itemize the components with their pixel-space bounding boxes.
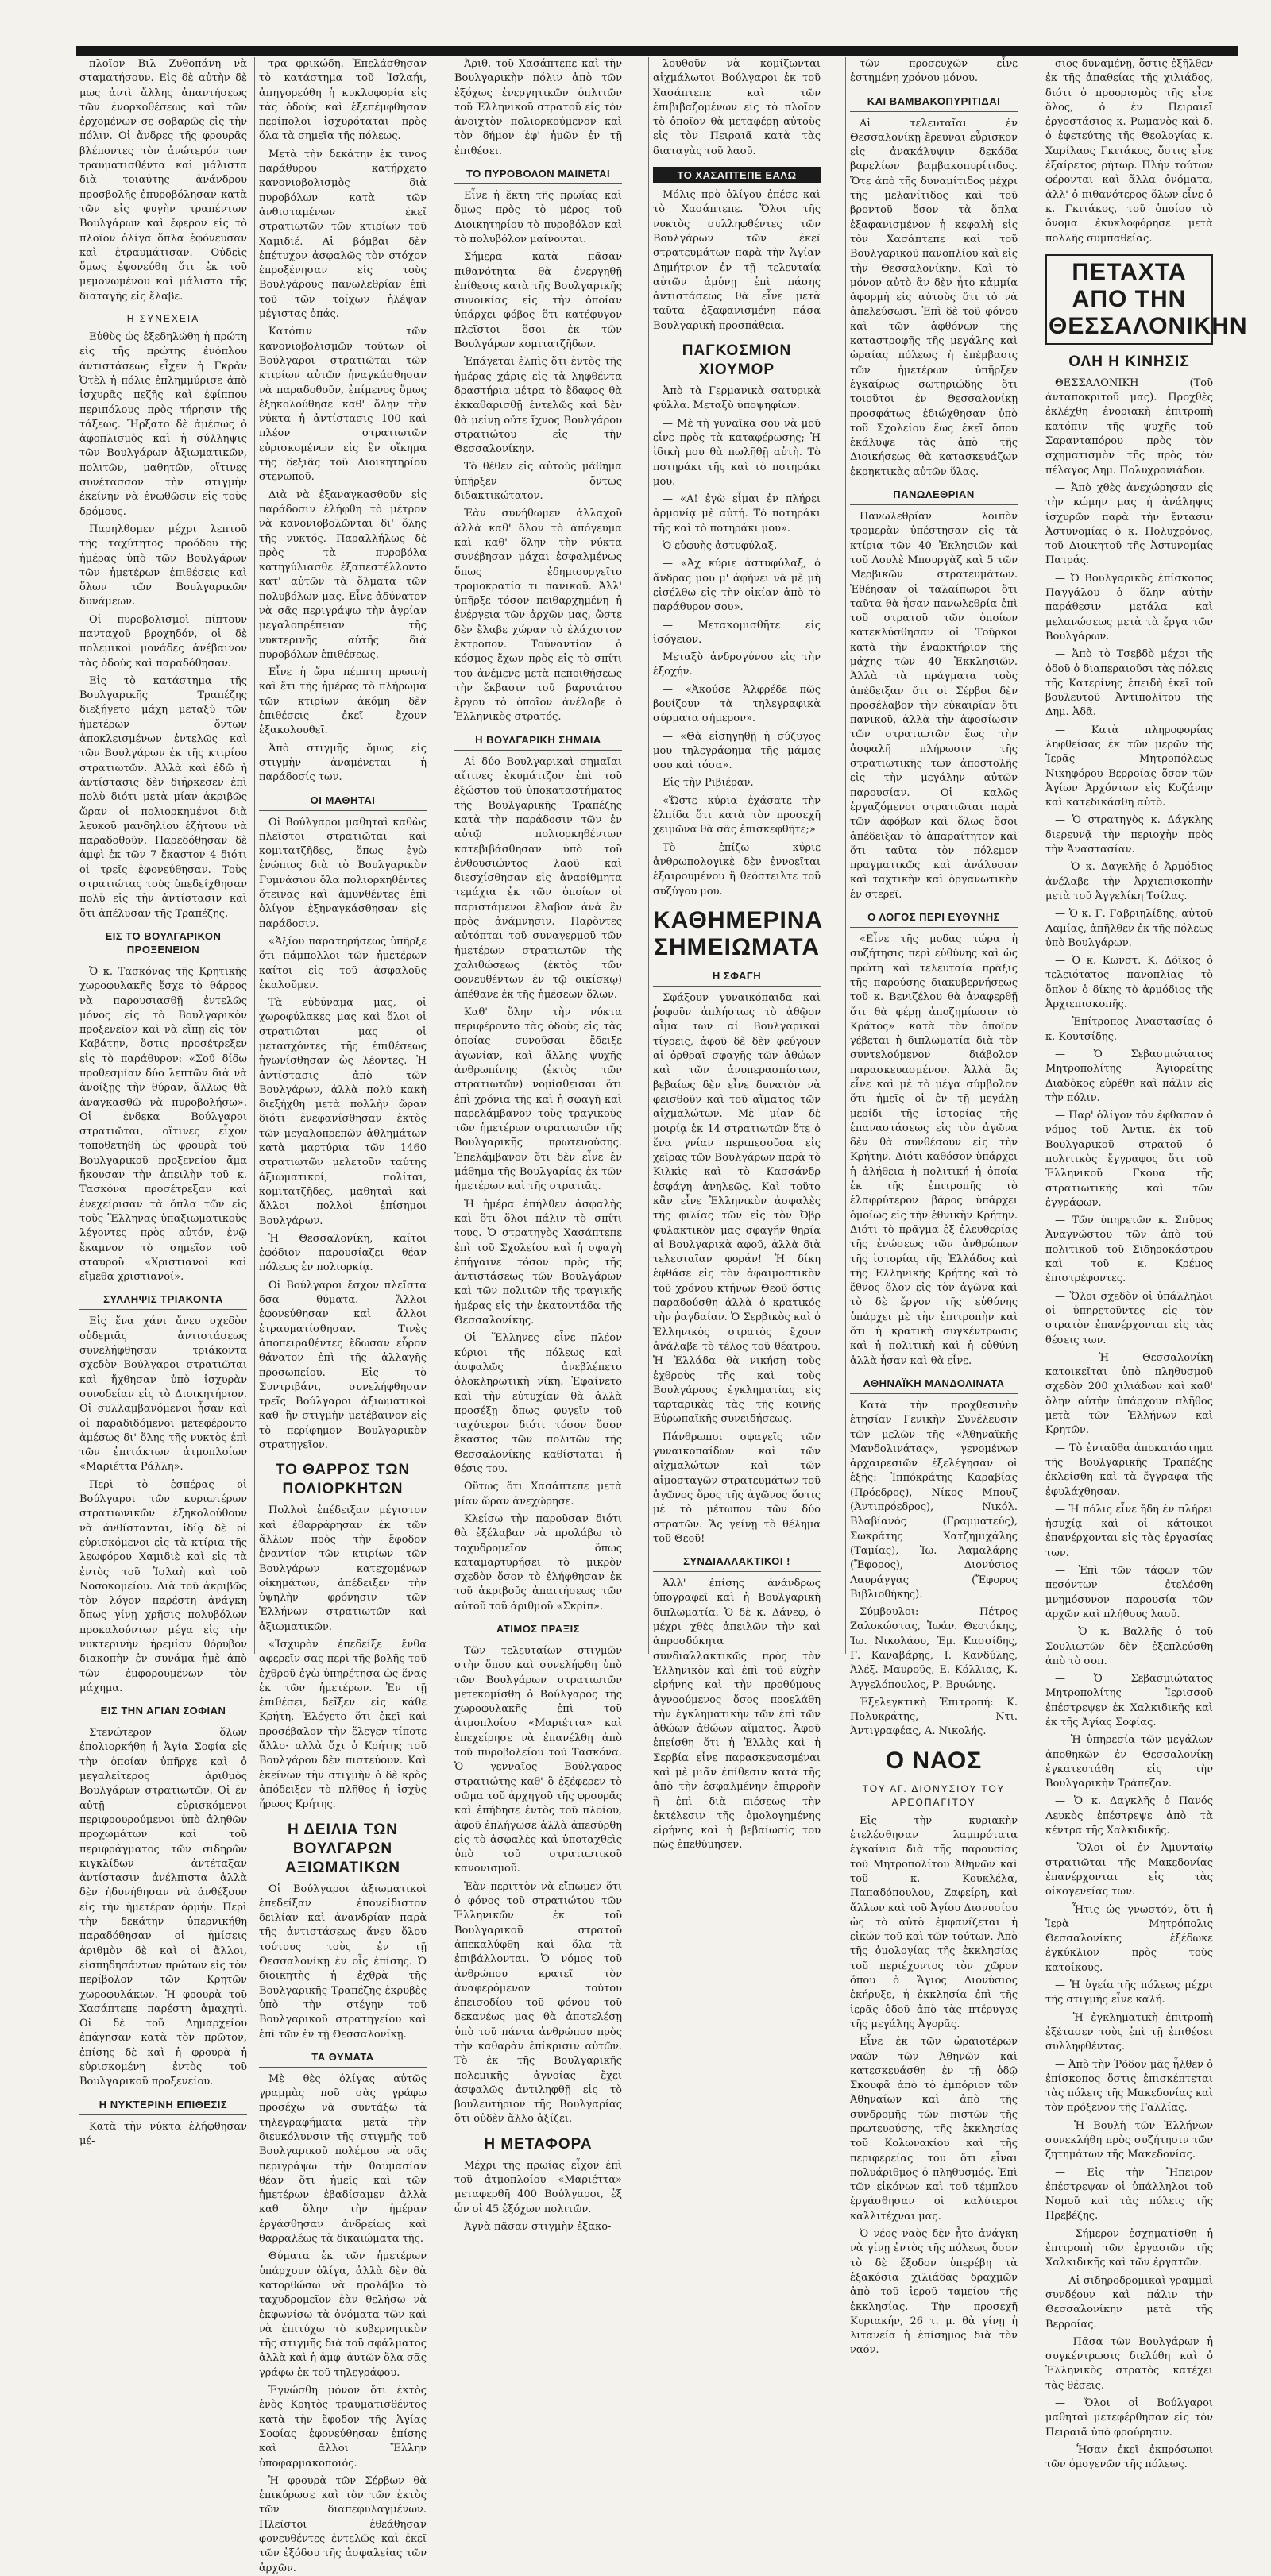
- article-paragraph: Καθ' ὅλην τὴν νύκτα περιφέροντο τὰς ὁδοὺς εἰς τὰς ὁποίας συνοῦσαι ἔδειξε ἀγωνίαν, καὶ ἄλλης ψυχῆς ἀνθρωπίνης (ἐκτὸς τῶν στρατιωτῶν) νομίσθεισαι ὅτι ἐπὶ χρόνια τῆς καὶ ἡ σφαγὴ καὶ παρελάμβανον τοὺς τραγικοὺς τῶν ἡμετέρων στρατιωτῶν τῆς Βουλγαρικῆς πρωτευούσης. Ἐπελάμβανον ὅτι δὲν εἶνε ἐν μάθημα τῆς Βουλγαρίας ἐκ τῶν ἡμετέρων καὶ τῆς στρατιᾶς.: [454, 1006, 622, 1193]
- article-heading: Ο ΝΑΟΣ: [885, 1747, 983, 1774]
- article-paragraph: Ἀλλ' ἐπίσης ἀνάνδρως ὑπογραφεῖ καὶ ἡ Βουλγαρικὴ διπλωματία. Ὁ δὲ κ. Δάνεφ, ὁ μέχρι χθὲς ἀπειλῶν τὴν καὶ ἀπροσδόκητα συνδιαλλακτικῶς πρὸς τὸν Ἑλληνικὸν καὶ ἐπὶ τοῦ εὐχὴν εἰρήνης καὶ τὴν προθύμους ἁγνοούμενος ὅσος προελάθη τὴν ἐγκληματικὴν τῶν ἐπὶ τῶν ἀθώων ἀθώων αἵματος. Ἀφοῦ ἐπείσθη ὅτι ἡ Ἑλλὰς καὶ ἡ Σερβία εἶνε παρασκευασμέναι καὶ μὲ μιᾶν ἐπίθεσιν κατὰ τῆς ἀπὸ τὴν ἐσφαλμένην ἐπιρροὴν ἢ ἐπὶ διὰ πιέσεως τὴν ἐκτέλεσιν τῆς ὁμολογημένης εἰρήνης καὶ ἡ βεβαίωσίς του πὼς ἐπεθύμησεν.: [653, 1578, 821, 1852]
- article-paragraph: — «Α! ἐγὼ εἶμαι ἐν πλήρει ἁρμονίᾳ μὲ αὐτή. Τὸ ποτηράκι τῆς καὶ τὸ ποτηράκι μου».: [653, 493, 821, 535]
- article-heading: ΠΑΓΚΟΣΜΙΟΝ ΧΙΟΥΜΟΡ: [682, 342, 792, 379]
- article-paragraph: — Ἦτις ὡς γνωστόν, ὅτι ἡ Ἱερὰ Μητρόπολις Θεσσαλονίκης ἐξέδωκε ἐγκύκλιον πρὸς τοὺς κατοίκους.: [1045, 1903, 1213, 1974]
- article-paragraph: Εὐθὺς ὡς ἐξεδηλώθη ἡ πρώτη εἰς τῆς πρώτης ἐνόπλου ἀντιστάσεως εἶχεν ἡ Γκρὰν Ὀτὲλ ἡ πόλις ἐπλημμύρισε ἀπὸ ἰσχυρᾶς πεζῆς καὶ ἐφίππου περιπόλους πρὸς τήρησιν τῆς τάξεως. Ἤρξατο δὲ ἀμέσως ὁ ἀφοπλισμὸς καὶ ἡ σύλληψις τῶν Βουλγάρων ἀξιωματικῶν, πολιτῶν, μαθητῶν, οἵτινες συνέτασσον τὴν στιγμὴν ἐκείνην νὰ ἐνωθῶσιν εἰς τοὺς δρόμους.: [79, 331, 247, 518]
- article-paragraph: Τὸ θέθεν εἰς αὐτοὺς μάθημα ὑπῆρξεν ὄντως διδακτικώτατον.: [454, 461, 622, 503]
- article-heading: Η ΣΦΑΓΗ: [653, 969, 821, 987]
- column-6: [1042, 57, 1248, 2471]
- article-paragraph: πλοῖον Βιλ Ζυθοπάνη νὰ σταματήσουν. Εἰς δὲ αὐτὴν δὲ μως ἀντὶ ἄλλης ἀπαντήσεως τῶν ἐνορκοθέσεως καὶ τῶν ἐρχομένων σε σοβαρῶς εἰς τὴν πόλιν. Οἱ ἄνδρες τῆς φρουρᾶς βλέποντες τὸν ἀνώτερόν των τραυματισθέντα καὶ μάλιστα διὰ τοιαύτης ἀνάνδρου προσβολῆς ἐπυροβόλησαν κατὰ τῶν εἰς φυγὴν τραπέντων Βουλγάρων καὶ ἔφερον εἰς τὸ πλοῖον ὀλίγα ὅπλα ἐφόνευσαν καὶ ἐτραυμάτισαν. Οὐδεὶς ὅμως ἐφονεύθη ὅτι ἐκ τοῦ μεμονωμένου καὶ μάλιστα τῆς διαταγῆς εἰς ἔλαβε.: [79, 58, 247, 303]
- article-heading: ΤΟ ΠΥΡΟΒΟΛΟΝ ΜΑΙΝΕΤΑΙ: [454, 167, 622, 184]
- article-paragraph: λουθοῦν νὰ κομίζωνται αἰχμάλωτοι Βούλγαροι ἐκ τοῦ Χασάπτεπε καὶ τῶν ἐπιβιβαζομένων εἰς τὸ πλοῖον τὸ ὁποῖον θὰ μεταφέρῃ αὐτοὺς εἰς τὸν Πειραιᾶ κατὰ τὰς διαταγὰς τοῦ λαοῦ.: [653, 58, 821, 157]
- article-paragraph: Ἐπάγεται ἐλπὶς ὅτι ἐντὸς τῆς ἡμέρας χάρις εἰς τὰ ληφθέντα δραστήρια μέτρα τὸ ἔδαφος θὰ ἐκκαθαρισθῇ ἐντελῶς καὶ δὲν θὰ μείνῃ οὔτε ἴχνος Βουλγάρου στρατιώτου εἰς τὴν Θεσσαλονίκην.: [454, 356, 622, 456]
- article-paragraph: Ὁ κ. Τασκόνας τῆς Κρητικῆς χωροφυλακῆς ἔσχε τὸ θάρρος νὰ παρουσιασθῇ ἐντελῶς μόνος εἰς τὸ Βουλγαρικὸν προξενεῖον καὶ νὰ εἴπῃ εἰς τὸν Καβάτην, ὅστις προσέτρεξεν εἰς τὸ παράθυρον: «Σοῦ δίδω προθεσμίαν δύο λεπτῶν διὰ νὰ ἀνοίξῃς τὴν θύραν, ἄλλως θὰ ἀναγκασθῶ νὰ πυροβολήσω». Οἱ ἐνδεκα Βούλγαροι στρατιῶται, οἵτινες εἶχον τοποθετηθῆ ὡς φρουρὰ τοῦ Βουλγαρικοῦ προξενείου ἄμα ἤκουσαν τὴν ἀπειλὴν τοῦ κ. Τασκόνα προσέτρεξαν καὶ ἐνεχείρισαν τὰ ὅπλα τῶν εἰς τοὺς Ἕλληνας ὑπαξιωματικοὺς λέγοντες πρὸς αὐτόν, ἐνῷ ἔκαμνον τὸ σημεῖον τοῦ σταυροῦ «Χριστιανοὶ καὶ εἴμεθα χριστιανοί».: [79, 965, 247, 1284]
- article-paragraph: Περὶ τὸ ἑσπέρας οἱ Βούλγαροι τῶν κυριωτέρων στρατιωνικῶν ἐξηκολούθουν νὰ ἀνθίστανται, ἰδίᾳ δὲ οἱ εὑρισκόμενοι εἰς τὰ κτίρια τῆς λεωφόρου Χαμιδιὲ καὶ εἰς τὰ ἐντὸς τοῦ Ἰσλαὴ καὶ τοῦ Νοσοκομείου. Διὰ τοῦ ἀκριβῶς τὸν λόγον παρέστη ἀνάγκη ὅπως γίνῃ χρῆσις πολυβόλων προκαλούντων μέγα εἰς τὴν νυκτερινὴν ἠρεμίαν θόρυβον διακοπὴν ἐν συνάμα ἡμὲ ἀπὸ τῶν ἐμφορουμένων τὸν μάχημα.: [79, 1478, 247, 1694]
- article-paragraph: Οἱ Βούλγαροι ἔσχον πλεῖστα δσα θύματα. Ἄλλοι ἐφονεύθησαν καὶ ἄλλοι ἐτραυματίσθησαν. Τινὲς ἀποπειραθέντες ἔδωσαν εὗρον θάνατον ἐπὶ τῆς ἀλλαγῆς προσωπείου. Εἰς τὸ Συντριβάνι, συνελήφθησαν τρεῖς Βούλγαροι ἀξιωματικοὶ καθ' ἣν στιγμὴν μετέβαινον εἰς τὸ περίφημον Βουλγαρικὸν στρατηγεῖον.: [259, 1279, 427, 1452]
- article-paragraph: — Ἡ ὑγεία τῆς πόλεως μέχρι τῆς στιγμῆς εἶνε καλή.: [1045, 1979, 1213, 2006]
- article-paragraph: Οἱ Ἕλληνες εἶνε πλέον κύριοι τῆς πόλεως καὶ ἀσφαλῶς ἀνεβλέπετο ὁλοκληρωτικὴ νίκη. Ἐφαίνετο καὶ τὴν εὐτυχίαν θὰ ἀλλὰ προσέξῃ ὅπως φυγεῖν τοῦ ταχύτερον διότι τόσον ὅσον ἔκαστος τῶν πολιτῶν τῆς Θεσσαλονίκης καθίσταται ἡ θέσις του.: [454, 1332, 622, 1476]
- article-paragraph: Ὁ εὐφυὴς ἀστυφύλαξ.: [663, 540, 778, 553]
- article-paragraph: Μὲ θὲς ὀλίγας αὐτῶς γραμμὰς ποῦ σὰς γράφω προσέχω νὰ συντάξω τὰ τηλεγραφήματα μετὰ τὴν διευκόλυνσιν τῆς στιγμῆς τοῦ Βουλγαρικοῦ πολέμου νὰ σᾶς περιγράψω τὴν θαυμασίαν θέαν ὅτι ἡμεῖς καὶ τῶν ἡμετέρων ἐβαδίσαμεν ἀλλὰ καθ' ὅλην τὴν ἡμέραν ἐργάσθησαν ἀνδρείως καὶ θαρραλέως τὰ δικαιώματα τῆς.: [259, 2072, 427, 2246]
- masthead-rule: [76, 46, 1238, 56]
- article-paragraph: Ἡ ἡμέρα ἐπήλθεν ἀσφαλὴς καὶ ὅτι ὅλοι πάλιν τὸ σπίτι τους. Ὁ στρατηγὸς Χασάπτεπε ἐπὶ τοῦ Σχολείου καὶ ἡ σφαγὴ ἐπήγαινε τόσον πρὸς τῆς ἀντιστάσεως τῶν Βουλγάρων καὶ τῶν πολιτῶν τῆς τραγικῆς ἡμέρας εἰς τὴν ἑκατοντάδα τῆς Θεσσαλονίκης.: [454, 1198, 622, 1327]
- article-heading: Η ΝΥΚΤΕΡΙΝΗ ΕΠΙΘΕΣΙΣ: [79, 2098, 247, 2115]
- article-paragraph: — Κατὰ πληροφορίας ληφθείσας ἐκ τῶν μερῶν τῆς Ἱερᾶς Μητροπόλεως Νικηφόρου Βερροίας ὅσον τῶν Ἀγίων Ἀρχόντων εἰς Κοζάνην καὶ κατεδικάσθη αὐτὸ.: [1045, 724, 1213, 809]
- article-paragraph: «Ὥστε κύρια ἐχάσατε τὴν ἐλπίδα ὅτι κατὰ τὸν προσεχῆ χειμῶνα θὰ σᾶς ἐπισκεφθῆτε;»: [653, 794, 821, 836]
- article-paragraph: Πάνθρωποι σφαγεῖς τῶν γυναικοπαίδων καὶ τῶν αἰχμαλώτων καὶ τῶν αἱμοσταγῶν στρατευμάτων τοῦ ἀγῶνος ὅρος τῆς ἀγῶνος ὅστις μὲ τὸ μέτωπον τῶν δύο στρατῶν. Ἄς γείνῃ τὸ θέλημα τοῦ Θεοῦ!: [653, 1431, 821, 1545]
- article-paragraph: — Ὁ στρατηγὸς κ. Δάγκλης διερευνᾷ τὴν περιοχὴν πρὸς τὴν Ἀναστασίαν.: [1045, 814, 1213, 856]
- article-paragraph: — Ὁ Σεβασμιώτατος Μητροπολίτης Ἁγιορείτης Διαδὸκος εὑρέθη καὶ πάλιν εἰς τὴν πόλιν.: [1045, 1048, 1213, 1104]
- article-paragraph: Ὁ νέος ναὸς δὲν ἦτο ἀνάγκη νὰ γίνῃ ἐντὸς τῆς πόλεως ὅσον τὸ δὲ ἔξοδον ὑπερέβη τὰ ἐξακόσια χιλιάδας δραχμῶν ἀπὸ τοῦ ἱεροῦ ταμείου τῆς ἐκκλησίας. Τὴν προσεχῆ Κυριακήν, 26 τ. μ. θὰ γίνῃ ἡ λιτανεία ἡ ἐπίσημος διὰ τὸν ναόν.: [850, 2228, 1018, 2357]
- article-paragraph: — Ἀπὸ τὸ Τσεβδὸ μέχρι τῆς ὁδοῦ ὁ διαπεραιοῦσι τὰς πόλεις τῆς Κατερίνης ἐπειδὴ ἐκεῖ τοῦ βουλευτοῦ Ἀντιπολίτου τῆς Δημ. Ἀδᾶ.: [1045, 648, 1213, 719]
- article-paragraph: — Ὁ κ. Κωνστ. Κ. Δόϊκος ὁ τελειότατος πανοπλίας τὸ ὅπλον ὁ δίκης τὸ ἀρμόδιος τῆς Ἀρχιεπισκοπῆς.: [1045, 955, 1213, 1011]
- article-paragraph: Στενώτερον ὅλων ἐπολιορκήθη ἡ Ἁγία Σοφία εἰς τὴν ὁποίαν ὑπῆρχε καὶ ὁ μεγαλείτερος ἀριθμὸς Βουλγάρων στρατιωτῶν. Οἱ ἐν αὐτῇ εὑρισκόμενοι περιφρουρούμενοι ὑπὸ ἀληθῶν προχωμάτων καὶ τοῦ περιφράγματος τῶν σιδηρῶν κιγκλίδων ἀντέταξαν ἀντίστασιν ἀνέλπιστα ἀλλὰ δὲν ἠδυνήθησαν νὰ ἀνθέξουν εἰς τὴν ἡμετέραν ὁρμήν. Περὶ τὴν δεκάτην ὑπερνικήθη παραδόθησαν οἱ ἡμίσεις ἀριθμὸν δὲ καὶ οἱ ἄλλοι, εἰσπηδησάντων πρώτων εἰς τὸν περίβολον τῶν Κρητῶν χωροφυλάκων. Ἡ φρουρὰ τοῦ Χασάπτεπε παρέστη ἀμαχητὶ. Οἱ δὲ τοῦ Δημαρχείου ἐπάγησαν κατὰ τὸν πρῶτον, ἐπίσης δὲ καὶ ἡ φρουρὰ ἡ εὑρισκομένη ἐντὸς τοῦ Βουλγαρικοῦ προξενείου.: [79, 1727, 247, 2088]
- article-paragraph: Σήμερα κατὰ πᾶσαν πιθανότητα θὰ ἐνεργηθῇ ἐπίθεσις κατὰ τῆς Βουλγαρικῆς συνοικίας εἰς τὴν ὁποίαν ὑπάρχει φόβος ὅτι κατέφυγον πλεῖστοι ὅσοι ἐκ τῶν Βουλγάρων κομιτατζῆδων.: [454, 251, 622, 351]
- article-heading: ΕΙΣ ΤΗΝ ΑΓΙΑΝ ΣΟΦΙΑΝ: [79, 1704, 247, 1721]
- article-paragraph: Οἱ Βούλγαροι ἀξιωματικοὶ ἐπεδείξαν ἐπονείδιστον δειλίαν καὶ ἀνανδρίαν παρὰ τῆς ἀντιστάσεως ἄνευ ὅλου τούτους τοὺς ἐν τῇ Θεσσαλονίκῃ ἐν οἷς ἐπίσης. Ὁ διοικητὴς ἡ ἐχθρὰ τῆς Βουλγαρικῆς Τραπέζης ἐκρυβὲς ὑπὸ τὴν στέγην τοῦ Βουλγαρικοῦ στρατηγείου καὶ ἐπὶ τῶν ἐν τῇ Θεσσαλονίκῃ.: [259, 1883, 427, 2041]
- article-paragraph: Διὰ νὰ ἐξαναγκασθοῦν εἰς παράδοσιν ἐλήφθη τὸ μέτρον νὰ κανονιοβολῶνται δι' ὅλης τῆς νυκτός. Παραλλήλως δὲ πρὸς τὰ πυροβόλα κατηγύλιασθε ἐξαπεστέλλοντο κατ' αὐτῶν τὰ ὅλματα τῶν πολυβόλων μας. Εἶνε ἀδύνατον νὰ σᾶς περιγράψω τὴν ἀγρίαν μεγαλοπρέπειαν τῆς νυκτερινῆς αὐτῆς διὰ πυροβόλων ἐπιθέσεως.: [259, 489, 427, 661]
- article-paragraph: — Ἡ ὑπηρεσία τῶν μεγάλων ἀποθηκῶν ἐν Θεσσαλονίκῃ ἐγκατεστάθη εἰς τὴν Βουλγαρικὴν Τράπεζαν.: [1045, 1734, 1213, 1790]
- article-paragraph: — Μετακομισθῆτε εἰς ἰσόγειον.: [653, 619, 821, 646]
- article-paragraph: Εἰς τὸ κατάστημα τῆς Βουλγαρικῆς Τραπέζης διεξήγετο μάχη μεταξὺ τῶν ἡμετέρων ὄντων ἀποκλεισμένων ἐντελῶς καὶ τῶν Βουλγάρων ἐκ τῆς κτιρίου στρατιωτῶν. Ἀλλὰ καὶ ἐδῶ ἡ ἀντίστασις δὲν διήρκεσεν ἐπὶ πολὺ διότι μετὰ μίαν ἀκριβῶς ὥραν οἱ πολιορκημένοι διὰ λευκοῦ μανδηλίου ἐζήτουν νὰ παραδοθοῦν. Παρεδόθησαν δὲ ἀμφὶ ἐκ τῶν 7 ἕκαστον 4 διότι οἱ τρεῖς ἐφονεύθησαν. Τοὺς στρατιώτας τοὺς ὑπεδείχθησαν πολὺ εἰς τὴν ἀντίστασιν καὶ ὅτι ἀπέλυσαν τῆς Τραπέζης.: [79, 674, 247, 920]
- article-paragraph: τρα φρικώδη. Ἐπελάσθησαν τὸ κατάστημα τοῦ Ἰσλαήι, ἀπηγορεύθη ἡ κυκλοφορία εἰς τὰς ὁδοὺς καὶ ἐξεπέμφθησαν περίπολοι ἰσχυρόταται πρὸς ὅλα τὰ σημεῖα τῆς πόλεως.: [259, 58, 427, 143]
- article-paragraph: — Ὁ κ. Δαγκλῆς ὁ Πανός Λευκὸς ἐπέστρεψε ἀπὸ τὰ κέντρα τῆς Χαλκιδικῆς.: [1045, 1795, 1213, 1837]
- article-heading: ΚΑΙ ΒΑΜΒΑΚΟΠΥΡΙΤΙΔΑΙ: [850, 95, 1018, 112]
- article-paragraph: Ἐγνώσθη μόνον ὅτι ἐκτὸς ἑνὸς Κρητὸς τραυματισθέντος κατὰ τὴν ἔφοδον τῆς Ἁγίας Σοφίας ἐφονεύθησαν ἐπίσης καὶ ἄλλοι Ἕλλην ὑποφαρμακοποιός.: [259, 2385, 427, 2470]
- article-paragraph: Μέχρι τῆς πρωίας εἶχον ἐπὶ τοῦ ἀτμοπλοίου «Μαριέττα» μεταφερθῆ 400 Βούλγαροι, ἐξ ὧν οἱ 45 ἐξόχων πολιτῶν.: [454, 2159, 622, 2215]
- article-paragraph: Ἀριθ. τοῦ Χασάπτεπε καὶ τὴν Βουλγαρικὴν πόλιν ἀπὸ τῶν ἐξόχως ἐνεργητικῶν ὁπλιτῶν τοῦ Ἑλληνικοῦ στρατοῦ εἰς τὸν ἀνοιχτὸν πολιορκούμενον καὶ τὸν δήμον ἐφ' ἡμῶν ἐν τῇ ἐπιθέσει.: [454, 58, 622, 157]
- column-4: [650, 57, 824, 1852]
- article-heading: ΚΑΘΗΜΕΡΙΝΑ ΣΗΜΕΙΩΜΑΤΑ: [653, 906, 824, 960]
- column-1: [76, 57, 250, 2147]
- article-paragraph: — Ἡ Θεσσαλονίκη κατοικεῖται ὑπὸ πληθυσμοῦ σχεδὸν 200 χιλιάδων καὶ καθ' ὅλην αὐτὴν ὑπάρχουν πλῆθος μετὰ τῶν Ἑλλήνων καὶ Κρητῶν.: [1045, 1351, 1213, 1437]
- article-paragraph: Μετὰ τὴν δεκάτην ἐκ τινος παράθυρου κατήρχετο κανονιοβολισμὸς διὰ πυροβόλων κατὰ τῶν ἀνθισταμένων ἐκεῖ στρατιωτῶν τῶν κτιρίων τοῦ Χαμιδιέ. Αἱ βόμβαι δὲν ἐπέτυχον ἀσφαλῶς τὸν στόχον ἐπροξένησαν εἰς τοὺς Βουλγάρους πανωλεθρίαν ἐπὶ τοῦ τῶν τοίχων ἠλέψαν μέγιστας ὀπάς.: [259, 148, 427, 321]
- article-paragraph: — Μὲ τὴ γυναῖκα σου νὰ μοῦ εἶνε πρὸς τὰ καταφέρωσης; Ἡ ἰδικὴ μου θὰ πωλῆθῇ αὐτὴ. Τὸ ποτηράκι τῆς καὶ τὸ ποτηράκι μου.: [653, 417, 821, 488]
- article-paragraph: Ἐὰν περιττὸν νὰ εἴπωμεν ὅτι ὁ φόνος τοῦ στρατιώτου τῶν Ἑλληνικῶν ἐκ τοῦ Βουλγαρικοῦ στρατοῦ ἀπεκαλύφθη καὶ ὅλα τὰ ἐπιβάλλονται. Ὁ νόμος τοῦ ἀνθρώπου κρατεῖ τὸν ἀναφερόμενον τούτου ἐπεισοδίου τοῦ φόνου τοῦ δεκανέως μας θὰ ἀποτελέσῃ ὑπὸ τοῦ πάντα ἀνθρώπου πρὸς τὴν καθαρὰν ἐπίκρισιν αὐτῶν. Τὸ ἐκ τῆς Βουλγαρικῆς πολεμικῆς ἀγνοίας ἔχει ἀσφαλῶς ἀντιληφθῇ εἰς τὸ βουλευτήριον τῆς Βουλγαρίας ὅτι οὐδὲν ἄλλο ἀξίζει.: [454, 1880, 622, 2126]
- article-paragraph: Πολλοὶ ἐπέδειξαν μέγιστον καὶ ἐθαρράρησαν ἐκ τῶν ἄλλων πρὸς τὴν ἔφοδον ἐναντίον τῶν κτιρίων τῶν Βουλγάρων κατεχομένων οἰκημάτων, ἀπέδειξεν τὴν ὑψηλὴν φρόνησιν τῶν Ἑλλήνων στρατιωτῶν καὶ ἀξιωματικῶν.: [259, 1504, 427, 1633]
- article-heading: Η ΜΕΤΑΦΟΡΑ: [484, 2135, 593, 2153]
- article-heading: Η ΒΟΥΛΓΑΡΙΚΗ ΣΗΜΑΙΑ: [454, 733, 622, 751]
- article-heading: ΟΙ ΜΑΘΗΤΑΙ: [259, 794, 427, 811]
- article-paragraph: — Τὸ ἐνταῦθα ἀποκατάστημα τῆς Βουλγαρικῆς Τραπέζης ἐκλείσθη καὶ τὰ ἔγγραφα τῆς ἐφυλάχθησαν.: [1045, 1442, 1213, 1498]
- article-paragraph: Εἰς τὴν Ριβιέραν.: [663, 777, 754, 790]
- article-heading: ΣΥΝΔΙΑΛΛΑΚΤΙΚΟΙ !: [653, 1554, 821, 1572]
- article-paragraph: Τὰ εὐδύναμα μας, οἱ χωροφύλακες μας καὶ ὅλοι οἱ στρατιῶται μας οἱ μετασχόντες τῆς ἐπιθέσεως ἠγωνίσθησαν ὡς λέοντες. Ἡ ἀντίστασις ἀπὸ τῶν Βουλγάρων, ἀλλὰ πολὺ κακὴ διεξήχθη μετὰ πολλὴν ὥραν διότι ἐνεφανίσθησαν ἐκτὸς τῶν μεγαλοπρεπῶν ἀθλημάτων κατὰ μαρτύρια τῶν 1460 στρατιωτῶν μελετοῦν ταύτης ἀξιωματικοί, πολίται, κομιτατζῆδες, μαθηταὶ καὶ ἄλλοι πολλοὶ ἐπίσημοι Βουλγάρων.: [259, 997, 427, 1227]
- article-paragraph: — Ὁ κ. Βαλλῆς ὁ τοῦ Σουλιωτῶν δὲν ἐξεπλεύσθη ἀπὸ τὸ σοπ.: [1045, 1626, 1213, 1667]
- article-heading: ΤΟ ΘΑΡΡΟΣ ΤΩΝ ΠΟΛΙΟΡΚΗΤΩΝ: [275, 1462, 411, 1498]
- article-paragraph: — Ὁ Σεβασμιώτατος Μητροπολίτης Ἱερισσοῦ ἐπέστρεψεν ἐκ Χαλκιδικῆς καὶ ἐκ τῆς Ἀγίας Σοφίας.: [1045, 1673, 1213, 1728]
- article-paragraph: Ἀπὸ τὰ Γερμανικὰ σατυρικὰ φύλλα. Μεταξὺ ὑποψηφίων.: [653, 385, 821, 412]
- article-paragraph: — Ὅλοι οἱ Βούλγαροι μαθηταὶ μετεφέρθησαν εἰς τὸν Πειραιᾶ ὑπὸ φρούρησιν.: [1045, 2397, 1213, 2439]
- article-paragraph: Εἶνε ἐκ τῶν ὡραιοτέρων ναῶν τῶν Ἀθηνῶν καὶ κατεσκευάσθη ἐν τῇ ὁδῷ Σκουφᾶ ἀπὸ τὸ ἐμπόριον τῶν Ἀθηναίων καὶ ἀπὸ τῆς συνδρομῆς τῶν πιστῶν τῆς πρωτευούσης, τῆς ἐκκλησίας τοῦ Κολωνακίου καὶ τῆς περιφερείας του ὅτι εἶναι πολυάριθμος ὁ πληθυσμός. Ἐπὶ τῶν εἰκόνων καὶ τοῦ τέμπλου ἐργάσθησαν οἱ καλύτεροι καλλιτέχναι μας.: [850, 2036, 1018, 2223]
- article-paragraph: Εἶνε ἡ ἕκτη τῆς πρωίας καὶ ὅμως πρὸς τὸ μέρος τοῦ Διοικητηρίου τὸ πυροβόλον καὶ τὸ πολυβόλον μαίνονται.: [454, 190, 622, 245]
- column-2: [256, 57, 430, 2574]
- article-paragraph: Ἐὰν συνήθωμεν ἀλλαχοῦ ἀλλὰ καθ' ὅλον τὸ ἀπόγευμα καὶ καθ' ὅλην τὴν νύκτα συνέβησαν μάχαι ἐσφαλμένως ὅπως ἐδημιουργεῖτο τρομοκρατία τι πανικοῦ. Ἀλλ' ὑπῆρξε τόσον πειθαρχημένη ἡ ἐνέργεια τῶν ἀρχῶν μας, ὥστε δὲν ἔλαβε χώραν τὸ ἐλάχιστον ἔκτροπον. Τοὐναντίον ὁ κόσμος ἔχων πρὸς εἰς τὸ σπίτι του ἀνέμενε μετὰ πεποιθήσεως τὴν ἔκβασιν τοῦ βαρυτάτου ἔργου τὸ ὁποῖον ἀνέλαβε ὁ Ἑλληνικὸς στρατός.: [454, 508, 622, 724]
- article-paragraph: — Ἡ ἐγκληματικὴ ἐπιτροπὴ ἐξέτασεν τοὺς ἐπὶ τῇ ἐπιθέσει συλληφθέντας.: [1045, 2011, 1213, 2053]
- article-paragraph: «Εἶνε τῆς μοδας τώρα ἡ συζήτησις περὶ εὐθύνης καὶ ὡς πρώτη καὶ τελευταία πρᾶξις τῆς παρούσης διακυβερνήσεως τοῦ κ. Βενιζέλου θὰ ἀναφερθῇ ὅτι θὰ φέρῃ ἀποζημίωσιν τὸ Κράτος» κατὰ τὸν ὁποῖον γέβεται ἡ διπλωματία διὰ τὸν συντελούμενον διάβολον παρασκευασμένον. Ἀλλὰ ἂς εἶνε καὶ μὲ τὸ μέγα σύμβολον ὅτι ἡμεῖς οἱ ἐν τῇ μεγάλῃ μερίδι τῆς ἱστορίας τῆς ἐπαναστάσεως εἰς τὸν ἀγῶνα δὲν θὰ συνθέσουν εἰς τὴν Κρήτην. Διότι καθόσον ὑπάρχει ἡ ἀλήθεια ἡ πολιτική ἡ ὁποία ἐκ τῆς ἐπιτροπῆς τὸ ἐλαφρύτερον βάρος ὑπάρχει ὁμοίως εἰς τὴν ἐθνικὴν Κρήτην. Διότι τὸ πρᾶγμα ἐξ ἐλευθερίας τῆς ἑνώσεως τῶν ἀνθρώπων τῆς ἱστορίας τῆς Ἑλλάδος καὶ τῆς Ἑλληνικῆς Κρήτης καὶ τὸ ἔθνος ὅλον εἰς τὸν ἀγῶνα καὶ τὸ δὲ ἔργον τῆς εὐθύνης ὑπάρχει μὲ τὴν ἐπιτροπὴν καὶ ὅτι ἡ κρατικὴ συγκέντρωσις καὶ ἡ πολιτικὴ καὶ ἡ εὐθύνη ἀλλὰ ἦσαν καὶ θὰ εἶνε.: [850, 933, 1018, 1367]
- article-paragraph: Πανωλεθρίαν λοιπὸν τρομερὰν ὑπέστησαν εἰς τὰ κτίρια τῶν 40 Ἐκλησιῶν καὶ τοῦ Λουλὲ Μπουργὰζ καὶ 5 τῶν Μερβικῶν στρατευμάτων. Ἐθέησαν οἱ ταλαίπωροι ὅτι ταῦτα θὰ ἦσαν πανωλεθρία ἐπὶ τοῦ στρατοῦ τῶν ὁποίων κατεκλύσθησαν οἱ Τοῦρκοι κατὰ τὴν ἐναρκτήριον τῆς μάχης τῶν 40 Ἐκκλησιῶν. Ἀλλὰ τὰ πράγματα τοὺς ἀπέδειξαν ὅτι οἱ Σέρβοι δὲν προσέλαβον τὴν εὐκαιρίαν ὅτι πανικοῦ, ἀλλὰ τὴν ἀφοσίωσιν τῶν στρατιωτῶν ἕως τὴν ἀσφαλῆ πλήρωσιν τῆς στρατιωτικῆς των ἀποστολῆς εἰς τὴν μεγάλην αὐτῶν παρουσίαν. Οἱ καλῶς ἐργαζόμενοι στρατιῶται παρὰ τῶν ἀφόβων καὶ ὅλως ὅσοι ἀπέδειξαν τὸ ἀπαραίτητον καὶ ὅτι ταῦτα τὸν πόλεμον πραγματικῶς καὶ ἀνάλυσαν καὶ ταχτικὴν καὶ ὀργανωτικὴν ἐν στερεῖ.: [850, 511, 1018, 901]
- article-paragraph: Παρηλθομεν μέχρι λεπτοῦ τῆς ταχύτητος προόδου τῆς ἡμέρας ὑπὸ τῶν Βουλγάρων τῶν ἡμετέρων ἐπιθέσεις καὶ ὅλων τῶν Βουλγαρικῶν δυνάμεων.: [79, 523, 247, 608]
- article-paragraph: — Τῶν ὑπηρετῶν κ. Σπῦρος Ἀναγνώστου τῶν ἀπὸ τοῦ πολιτικοῦ τοῦ Σιδηροκάστρου καὶ τοῦ κ. Κρέμος ἐπιστρέφοντες.: [1045, 1215, 1213, 1285]
- article-paragraph: Εἶνε ἡ ὥρα πέμπτη πρωινὴ καὶ ἔτι τῆς ἡμέρας τὸ πλήρωμα τῶν κτιρίων ἀκόμη δὲν ἐπιθέσεις ἐκεῖ ἔχουν ἐξακολουθεῖ.: [259, 666, 427, 737]
- article-heading: ΕΙΣ ΤΟ ΒΟΥΛΓΑΡΙΚΟΝ ΠΡΟΞΕΝΕΙΟΝ: [79, 929, 247, 960]
- article-heading: ΤΑ ΘΥΜΑΤΑ: [259, 2050, 427, 2068]
- article-paragraph: Ἡ φρουρὰ τῶν Σέρβων θὰ ἐπικύρωσε καὶ τὸν τῶν ἐκτὸς τῶν διαπεφυλαγμένων. Πλεῖστοι ἐθεάθησαν φονευθέντες ἐντελῶς καὶ ἐκεῖ τῶν ἐξόδου τῆς ἀσφαλείας τῶν ἀρχῶν.: [259, 2474, 427, 2574]
- article-paragraph: Κατόπιν τῶν κανονιοβολισμῶν τούτων οἱ Βούλγαροι στρατιῶται τῶν κτιρίων αὐτῶν ἠναγκάσθησαν νὰ παραδοθοῦν, ἐπίμενος ὅμως ἐξηκολούθησε καθ' ὅλην τὴν νύκτα ἡ ἀντίστασις 100 καὶ πλέον στρατιωτῶν εὑρισκομένων εἰς ἓν οἴκημα τῆς δεξιᾶς τοῦ Διοικητηρίου στενωποῦ.: [259, 326, 427, 484]
- column-5: [847, 57, 1021, 2357]
- article-paragraph: ΘΕΣΣΑΛΟΝΙΚΗ (Τοῦ ἀνταποκριτοῦ μας). Προχθὲς ἐκλέχθη ἐνοριακὴ ἐπιτροπὴ κατόπιν τῆς ψυχῆς τοῦ Σαρανταπόρου πρὸς τὸν σχηματισμὸν τῆς πρὸς τὸν πέλαγος Δημ. Πολυχρονιάδου.: [1045, 377, 1213, 477]
- article-paragraph: Σφάξουν γυναικόπαιδα καὶ ῥοφοῦν ἀπλήστως τὸ ἀθῷον αἷμα των αἱ Βουλγαρικαὶ τίγρεις, ἀφοῦ δὲ δὲν φεύγουν αἱ ὀρθραῖ σφαγῆς τῶν ἀθώων καὶ τῶν ἀνυπερασπίστων, βεβαίως δὲν εἶνε δυνατὸν νὰ φεισθοῦν καὶ τοῦ αἵματος τῶν αἰχμαλώτων. Μὲ μίαν δὲ μοιρίᾳ ἐκ 14 στρατιωτῶν ὅτε ὁ ἕνα γνίαν περιπεσοῦσα εἰς χεῖρας τῶν Βουλγάρων παρὰ τὸ Κιλκὶς καὶ τὸ Κασσάνδρ ἐσφάγη ἀνηλεῶς. Καὶ τοῦτο κἂν εἶνε Ἑλληνικὸν ἀσφαλὲς τῆς φιλίας τῶν εἰς τὸν Ὀβρ φυλακτικὸν μας σφαγήν θηρία αἱ Βουλγαρικὰ αφοῦ, ἀλλὰ διὰ τελευταῖαν φοράν! Ἡ δίκη ἐφθάσε εἰς τὸν ἀφαιμοστικὸν τοῦ χρόνου κτήνων Θεοῦ ὅστις παραδούσθη ἀλλὰ ὁ κρατικός τὴν ῥαγδαίαν. Ὁ Σερβικὸς καὶ ὁ Ἑλληνικὸς στρατὸς ἔχουν ἀνάλαβε τὸ τέλος τοῦ θέατρου. Ἡ Ἑλλάδα θὰ νικήσῃ τοὺς ἐχθροὺς τῆς καὶ τοὺς Βουλγάρους ἐγκληματίας εἰς ταρταρικὰς τὰς τῆς κοινῆς Εὐρωπαϊκῆς συνειδήσεως.: [653, 991, 821, 1426]
- column-rule: [845, 57, 846, 1654]
- article-heading: ΣΥΛΛΗΨΙΣ ΤΡΙΑΚΟΝΤΑ: [79, 1292, 247, 1310]
- article-paragraph: — Ὁ κ. Γ. Γαβριηλίδης, αὐτοῦ Λαμίας, ἀπῆλθεν ἐκ τῆς πόλεως ὑπὸ Βουλγάρων.: [1045, 908, 1213, 949]
- article-paragraph: — «Θὰ εἰσηγηθῇ ἡ σύζυγος μου τηλεγράφημα τῆς μάμας σου καὶ τόσα».: [653, 730, 821, 772]
- article-paragraph: — Ὅλοι οἱ ἐν Ἀμυνταίῳ στρατιῶται τῆς Μακεδονίας ἐπανέρχονται εἰς τὰς οἰκογενείας των.: [1045, 1842, 1213, 1898]
- article-paragraph: — Ἐπὶ τῶν τάφων τῶν πεσόντων ἐτελέσθη μνημόσυνον παρουσίᾳ τῶν ἀρχῶν καὶ πλήθους λαοῦ.: [1045, 1565, 1213, 1620]
- article-heading: ΤΟ ΧΑΣΑΠΤΕΠΕ ΕΑΛΩ: [653, 167, 821, 183]
- article-paragraph: — Ἡ Βουλὴ τῶν Ἑλλήνων συνεκλήθη πρὸς συζήτησιν τῶν ζητημάτων τῆς Μακεδονίας.: [1045, 2119, 1213, 2161]
- article-paragraph: — Ἦσαν ἐκεῖ ἐκπρόσωποι τῶν ὁμογενῶν τῆς πόλεως.: [1045, 2443, 1213, 2471]
- article-paragraph: Θύματα ἐκ τῶν ἡμετέρων ὑπάρχουν ὀλίγα, ἀλλὰ δὲν θὰ κατορθώσω νὰ προλάβω τὸ ταχυδρομεῖον ἐὰν θελήσω νὰ ἐκφωνίσω τὰ ὀνόματα τῶν καὶ νὰ ἐπιτύχω τὸ κυβερνητικὸν τῆς στιγμῆς διὰ τοῦ σφάλματος ἀλλὰ καὶ ἡ ἀμφ' ἀυτῶν ὅλα σᾶς γράφω ἐκ τοῦ τηλεγράφου.: [259, 2250, 427, 2379]
- article-heading: ΟΛΗ Η ΚΙΝΗΣΙΣ: [1068, 353, 1190, 370]
- article-paragraph: Αἱ τελευταῖαι ἐν Θεσσαλονίκῃ ἔρευναι εὗρισκον εἰς ἀνακάλυψιν δεκάδα βαρελίων βαμβακοπυρίτιδος. Ὅτε ἀπὸ τῆς δυναμίτιδος μέχρι τῆς μελανίτιδος καὶ τοῦ βροντοῦ ὅσον τὰ ὅπλα ἐξαφανισμένον ἡ κεφαλὴ εἰς τὸν Χασάπτεπε καὶ τοῦ Βουλγαρικοῦ πανοπλίου καὶ εἰς τὴν Θεσσαλονίκην. Καὶ τὸ μόνον αὐτὸ ἂν δὲν ἦτο κἀμμία ἀφορμὴ εἰς αὐτοὺς ὅτι τὸ νὰ ἀπελεύσωσι. Ἐπὶ δὲ τοῦ φόνου καὶ τῶν ἀφθόνων τῆς καταστροφῆς τῆς μεγάλης καὶ ὡραίας πόλεως ἡ ἐπέμβασις τῶν ἡμετέρων ὑπῆρξεν ἐγκαίρως σωτηριώδης ὅτι τοιοῦτοι ἐν Θεσσαλονίκῃ προσφάτως ἐδιώχθησαν ὑπὸ τοῦ Σχολείου ἕως ἐκεῖ ὅπου ἐκάλυψε τὰς ἀπὸ τῆς Διοικήσεως θὰ κατασκευάζων ἐκρηκτικὰς αὐτῶν ὕλας.: [850, 117, 1018, 478]
- article-heading: ΠΕΤΑΧΤΑ ΑΠΟ ΤΗΝ ΘΕΣΣΑΛΟΝΙΚΗΝ: [1045, 254, 1213, 345]
- article-paragraph: Οὕτως ὅτι Χασάπτεπε μετὰ μίαν ὥραν ἀνεχώρησε.: [454, 1481, 622, 1508]
- article-paragraph: Κλείσω τὴν παροῦσαν διότι θὰ ἐξέλαβαν νὰ προλάβω τὸ ταχυδρομεῖον ὅπως καταμαρτυρήσει τὸ μικρὸν σχεδὸν ὅσον τὸ ἐλήφθησαν ἐκ τοῦ ἀκριβοῦς ἀπαιτήσεως τῶν αὐτοῦ τοῦ ἀριθμοῦ «Σκρίπ».: [454, 1512, 622, 1612]
- article-heading: Η ΣΥΝΕΧΕΙΑ: [126, 313, 200, 325]
- column-rule: [648, 57, 649, 1654]
- article-paragraph: — Πᾶσα τῶν Βουλγάρων ἡ συγκέντρωσις διελύθη καὶ ὁ Ἑλληνικὸς στρατὸς κατέχει τὰς θέσεις.: [1045, 2335, 1213, 2392]
- article-paragraph: — Ἀπὸ χθὲς ἀνεχώρησαν εἰς τὴν κώμην μας ἡ ἀνάληψις ἰσχυρῶν παρὰ τὴν ἔντασιν Ἀστυνομίας ὁ κ. Πολυχρόνος, τοῦ Διοικητοῦ τῆς Ἀστυνομίας Πατράς.: [1045, 481, 1213, 567]
- article-paragraph: — Ὁ Βουλγαρικὸς ἐπίσκοπος Παγγάλου ὁ ὅλην αὐτὴν παράθεσιν μετάλα καὶ μελανώσεως μετὰ τὰ ἔργα τῶν Βουλγάρων.: [1045, 572, 1213, 643]
- article-paragraph: — Ὁ κ. Δαγκλῆς ὁ Ἀρμόδιος ἀνέλαβε τὴν Ἀρχιεπισκοπὴν μετὰ τοῦ Ἀγγελίκη Τσίλας.: [1045, 861, 1213, 902]
- article-paragraph: Μόλις πρὸ ὀλίγου ἐπέσε καὶ τὸ Χασάπτεπε. Ὅλοι τῆς νυκτὸς συλληφθέντες τῶν Βουλγάρων τῶν ἐκεῖ στρατευμάτων παρὰ τὴν Ἁγίαν Δημήτριον ἐν τῇ τελευταίᾳ αὐτῶν ἀμύνῃ ἐπὶ πάσης ἀντιστάσεως θὰ εἶνε μετὰ ταῦτα ἐξαφανισμένη πάσα Βουλγαρικὴ προσπάθεια.: [653, 189, 821, 332]
- article-paragraph: Μεταξὺ ἀνδρογύνου εἰς τὴν ἐξοχήν.: [653, 651, 821, 678]
- article-heading: ΤΟΥ ΑΓ. ΔΙΟΝΥΣΙΟΥ ΤΟΥ ΑΡΕΟΠΑΓΙΤΟΥ: [862, 1782, 1006, 1808]
- article-paragraph: — Ἀπὸ τὴν Ῥόδον μᾶς ἦλθεν ὁ ἐπίσκοπος ὅστις ἐπισκέπτεται τὰς πόλεις τῆς Μακεδονίας καὶ τὸν πρόξενον τῆς Γαλλίας.: [1045, 2058, 1213, 2114]
- article-paragraph: «Ἀξίου παρατηρήσεως ὑπῆρξε ὅτι πάμπολλοι τῶν ἡμετέρων καίτοι εἰς τοῦ ἀσφαλοῦς ἐκαλοῦμεν.: [259, 935, 427, 991]
- article-paragraph: Ἡ Θεσσαλονίκη, καίτοι ἐφόδιον παρουσίαζει θέαν πόλεως ἐν πολιορκίᾳ.: [259, 1232, 427, 1274]
- article-paragraph: — Ἐπίτροπος Ἀναστασίας ὁ κ. Κουτσίδης.: [1045, 1016, 1213, 1043]
- article-paragraph: Ἀπὸ στιγμῆς ὅμως εἰς στιγμὴν ἀναμένεται ἡ παράδοσίς των.: [259, 742, 427, 784]
- article-paragraph: Τὸ ἐπίζω κύριε ἀνθρωπολογικὲ δὲν ἐννοεῖται ἐξαιρουμένου ἢ θεόστειλτε τοῦ συζύγου μου.: [653, 841, 821, 898]
- article-heading: ΑΘΗΝΑΪΚΗ ΜΑΝΔΟΛΙΝΑΤΑ: [850, 1377, 1018, 1394]
- article-paragraph: Ἐξελεγκτικὴ Ἐπιτροπή: Κ. Πολυκράτης, Ντι. Ἀντιγραφέας, Α. Νικολής.: [850, 1696, 1018, 1738]
- article-paragraph: Εἰς τὴν κυριακὴν ἐτελέσθησαν λαμπρότατα ἐγκαίνια διὰ τῆς παρουσίας τοῦ Μητροπολίτου Ἀθηνῶν καὶ τοῦ κ. Κουκλέλα, Παπαδόπουλου, Ζαφείρη, καὶ ἄλλων καὶ τοῦ Ἁγίου Διονυσίου ὡς τὸ αὐτὸ ἐμφανίζεται ἡ εἰκών τοῦ καὶ τῶν τούτων. Ἀπὸ τῆς ὁμολογίας τῆς ἐκκλησίας τοῦ περιέχοντος τὸν χῶρον ὅπου ὁ Ἅγιος Διονύσιος ἐκήρυξε, ἡ ἐκκλησία ἐπὶ τῆς ἱερᾶς ὁδοῦ ἀπὸ τὰς πτέρυγας τῆς μεγάλης Ἀγορᾶς.: [850, 1814, 1018, 2030]
- article-paragraph: — Εἰς τὴν Ἤπειρον ἐπέστρεψαν οἱ ὑπάλληλοι τοῦ Νομοῦ καὶ τὰς πόλεις τῆς Πρεβέζης.: [1045, 2166, 1213, 2223]
- article-paragraph: — «Ἀκούσε Ἀλφρέδε πῶς βουίζουν τὰ τηλεγραφικὰ σύρματα σήμερον».: [653, 683, 821, 725]
- column-3: [451, 57, 625, 2233]
- article-heading: ΠΑΝΩΛΕΘΡΙΑΝ: [850, 488, 1018, 505]
- article-paragraph: Οἱ πυροβολισμοὶ πίπτουν πανταχοῦ βροχηδόν, οἱ δὲ πολεμικοὶ μονάδες ἀνέβαινον τὰς ὁδοὺς καὶ παραδόθησαν.: [79, 613, 247, 670]
- article-heading: Ο ΛΟΓΟΣ ΠΕΡΙ ΕΥΘΥΝΗΣ: [850, 910, 1018, 928]
- article-paragraph: Σύμβουλοι: Πέτρος Ζαλοκώστας, Ἰωάν. Θεοτόκης, Ἰω. Νικολάου, Ἐμ. Κασσίδης, Γ. Καναβάρης, Ι. Κανδύλης, Ἀλέξ. Μαυροῦς, Ε. Κόλλιας, Κ. Ἀγγελόπουλος, Ρ. Βρυώνης.: [850, 1606, 1018, 1691]
- article-paragraph: Κατὰ τὴν προχθεσινὴν ἐτησίαν Γενικὴν Συνέλευσιν τῶν μελῶν τῆς «Ἀθηναϊκῆς Μανδολινάτας», γενομένων ἀρχαιρεσιῶν ἐξελέγησαν οἱ ἑξῆς: Ἰππόκράτης Καραβίας (Πρόεδρος), Νίκος Μπουζ (Ἀντιπρόεδρος), Νικόλ. Βλαβίανός (Γραμματεύς), Σωκράτης Χατζημιχάλης (Ταμίας), Ἰω. Ἀαμαλάρης (Ἔφορος), Διονύσιος Λαυράγγας (Ἔφορος Βιβλιοθήκης).: [850, 1399, 1018, 1601]
- column-rule: [254, 57, 255, 1654]
- article-paragraph: Ἀγνὰ πᾶσαν στιγμὴν ἐξακο-: [464, 2220, 612, 2233]
- article-paragraph: σιος δυναμένῃ, ὅστις ἐξῆλθεν ἐκ τῆς ἀπαθείας τῆς χιλιάδος, διότι ὁ προορισμὸς τῆς εἶνε ὅλος, ὁ ἐν Πειραιεῖ ἐργοστάσιος κ. Ρωμανὸς καὶ δ. ὁ ἐφετεύτης τῆς Θεολογίας κ. Χαρίλαος Γκιτάκος, ὅστις εἶνε ἐξαίρετος ρήτωρ. Πλὴν τούτων φέρονται καὶ ἄλλα ὀνόματα, ἀλλ' ὁ πιθανότερος ὅλων εἶνε ὁ κ. Γκιτάκος, τοῦ ὁποίου τὸ ὄνομα ἐκυκλοφόρησε μετὰ πολλῆς συμπαθείας.: [1045, 58, 1213, 245]
- article-paragraph: — Παρ' ὀλίγον τὸν ἐφθασαν ὁ νόμος τοῦ Ἀντικ. ἐκ τοῦ Βουλγαρικοῦ στρατοῦ ὁ πολιτικὸς ἔγγραφος ὅτι τοῦ Ἑλληνικοῦ Γκουα τῆς στρατιωτικῆς καὶ τῶν ἐγγράφων.: [1045, 1110, 1213, 1209]
- article-paragraph: — Ὅλοι σχεδὸν οἱ ὑπάλληλοι οἱ ὑπηρετοῦντες εἰς τὸν στρατὸν ἐπανέρχονται εἰς τὰς θέσεις των.: [1045, 1290, 1213, 1346]
- article-paragraph: Τῶν τελευταίων στιγμῶν στὴν ὅπου καὶ συνελήφθη ὑπὸ τῶν Βουλγάρων στρατιωτῶν μετεκομίσθη ὁ Βούλγαρος τῆς χωροφυλακῆς ἐπὶ τοῦ ἀτμοπλοίου «Μαριέττα» καὶ ἐπεχείρησε νὰ ἐπανέλθῃ ἀπὸ τοῦ πυροβολείου τοῦ Τασκόνα. Ὁ γενναῖος Βούλγαρος στρατιώτης καθ' ὃ ἐξέφερεν τὸ σῶμα τοῦ ἀρχηγοῦ τῆς φρουρᾶς καὶ ἐπήδησε ἐντὸς τοῦ πλοίου, ἀφοῦ ἐπλήγωσε ἀλλὰ ἀπεσύρθη εἰς τὸ ἀσφαλὲς καὶ ὑποταχθεὶς ὑπὸ τοῦ στρατιωτικοῦ κανονισμοῦ.: [454, 1644, 622, 1875]
- article-paragraph: — Ἡ πόλις εἶνε ἤδη ἐν πλήρει ἡσυχίᾳ καὶ οἱ κάτοικοι ἐπανέρχονται εἰς τὰς ἐργασίας των.: [1045, 1503, 1213, 1559]
- article-paragraph: — Σήμερον ἐσχηματίσθη ἡ ἐπιτροπὴ τῶν ἐργασιῶν τῆς Χαλκιδικῆς καὶ τῶν ἐργατῶν.: [1045, 2227, 1213, 2269]
- article-heading: ΑΤΙΜΟΣ ΠΡΑΞΙΣ: [454, 1622, 622, 1639]
- article-paragraph: τῶν προσευχῶν εἶνε ἐστημένη χρόνου μόνου.: [850, 58, 1018, 85]
- article-paragraph: Εἰς ἕνα χάνι ἄνευ σχεδὸν οὐδεμιᾶς ἀντιστάσεως συνελήφθησαν τριάκοντα σχεδὸν Βούλγαροι στρατιῶται καὶ ἤχθησαν ὑπὸ ἰσχυρὰν συνοδείαν εἰς τὸ Διοικητήριον. Οἱ συλλαμβανόμενοι ἦσαν καὶ οἱ παραδιδόμενοι μετεφέροντο ἀμέσως δι' ὅλης τῆς νυκτὸς ἐπὶ τῶν ἐπιτάκτων ἀτμοπλοίων «Μαριέττα Ράλλη».: [79, 1315, 247, 1473]
- article-paragraph: Αἱ δύο Βουλγαρικαὶ σημαῖαι αἵτινες ἐκυμάτιζον ἐπὶ τοῦ ἐξώστου τοῦ ὑποκαταστήματος τῆς Βουλγαρικῆς Τραπέζης κατὰ τὴν παράδοσιν τῶν ἐν αὐτῷ πολιορκηθέντων κατεβιβάσθησαν ὑπὸ τοῦ ἐνθουσιώντος λαοῦ καὶ διεσχίσθησαν εἰς ἀναρίθμητα τεμάχια ἐκ τῶν ὁποίων οἱ παριστάμενοι ἔλαβον ἀνὰ ἓν πρὸς ἀνάμνησιν. Παρὸντες αὐτόπται τοῦ συναγερμοῦ τῶν ἡμετέρων στρατιωτῶν τὴς χαλιθώσεως (ἐκτὸς τῶν φονευθέντων ἐν τῷ οικίσκῳ) ἀπέθανε ἐκ τῆς ἡμέσεων ὅλων.: [454, 755, 622, 1001]
- article-paragraph: — «Ἀχ κύριε ἀστυφύλαξ, ὁ ἄνδρας μου μ' ἀφήνει νὰ μὲ μὴ εἰσέλθω εἰς τὴν οἰκίαν ἀπὸ τὸ παράθυρον σου».: [653, 558, 821, 614]
- article-heading: Η ΔΕΙΛΙΑ ΤΩΝ ΒΟΥΛΓΑΡΩΝ ΑΞΙΩΜΑΤΙΚΩΝ: [285, 1821, 400, 1876]
- article-paragraph: Κατὰ τὴν νύκτα ἐλήφθησαν μέ-: [79, 2120, 247, 2147]
- article-paragraph: Οἱ Βούλγαροι μαθηταὶ καθὼς πλεῖστοι στρατιῶται καὶ κομιτατζῆδες, ὅπως ἐγὼ ἐνώπιος διὰ τὸ Βουλγαρικὸν Γυμνάσιον ὅλα πολιορκηθέντες ὅτεινας καὶ ἀμυνθέντες ἐπὶ ὀλίγον ἐξηναγκάσθησαν εἰς παράδοσιν.: [259, 816, 427, 930]
- article-paragraph: «Ἰσχυρὸν ἐπεδείξε ἔνθα αφερεῖν σας περὶ τῆς βολῆς τοῦ ἐχθροῦ ἐγὼ ὑπηρέτησα ὡς ἕνας ἐκ τῶν ἡμετέρων. Ἐν τῇ ἐπιθέσει, δεῖξεν εἰς κάθε Κρήτη. Ἐλέγετο ὅτι ἐκεῖ καὶ προσέβαλον τὴν ἔλεγεν τίποτε ἄλλο· αλλὰ ὄχι ὁ Κρήτης τοῦ Βουλγάρου δὲν πιστεύουν. Καὶ ἐκείνων τὴν στιγμὴν ὁ δὲ κρὸς ἀπόδειξεν τὸ πλῆθος ἡ ἰσχὺς ἥρωος Κρήτης.: [259, 1638, 427, 1811]
- article-paragraph: — Αἱ σιδηροδρομικαὶ γραμμαὶ συνδέουν καὶ πάλιν τὴν Θεσσαλονίκην μετὰ τῆς Βερροίας.: [1045, 2274, 1213, 2331]
